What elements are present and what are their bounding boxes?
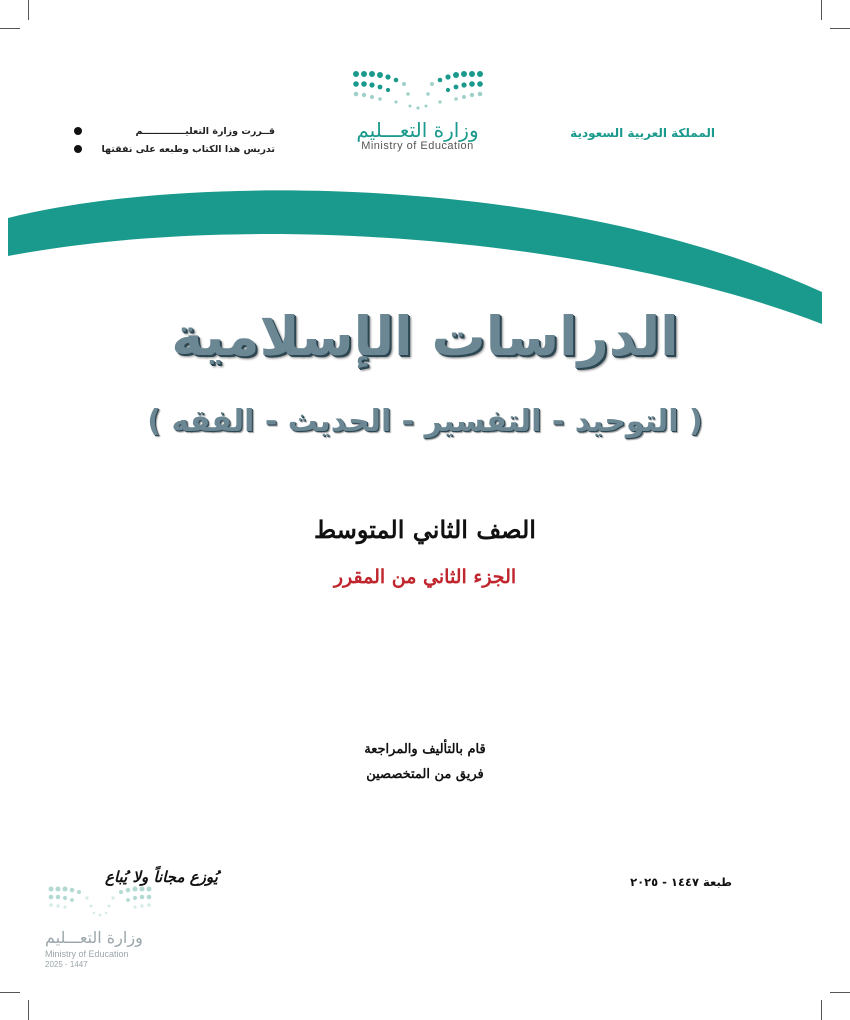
ministry-name-arabic: وزارة التعـــليم [356,118,479,142]
ministry-name-english-bottom: Ministry of Education [45,949,129,959]
ministry-years: 2025 - 1447 [45,960,88,969]
ministry-name-english: Ministry of Education [361,140,474,152]
edition-label: طبعة ١٤٤٧ - ٢٠٢٥ [630,875,732,889]
bullet-icon [74,127,82,135]
free-distribution-note: يُوزع مجاناً ولا يُباع [105,868,218,886]
ministry-logo-bottom [45,884,155,969]
ministry-logo [330,68,505,178]
course-part: الجزء الثاني من المقرر [333,566,517,588]
decree-block [70,122,275,158]
kingdom-label: المملكة العربية السعودية [570,126,715,140]
crop-mark [830,28,850,29]
crop-mark [830,992,850,993]
book-title: الدراسات الإسلامية [171,305,679,368]
crop-mark [28,0,29,20]
ministry-dots-icon [45,884,155,922]
bullet-icon [74,145,82,153]
crop-mark [821,0,822,20]
book-subtitle: ( التوحيد - التفسير - الحديث - الفقه ) [147,404,703,439]
grade-level: الصف الثاني المتوسط [314,515,536,544]
credit-line-2: فريق من المتخصصين [366,767,484,782]
credits-block [0,737,850,787]
ministry-dots-icon [348,68,488,116]
ministry-name-arabic-bottom: وزارة التعـــليم [45,928,143,947]
crop-mark [821,1000,822,1020]
crop-mark [0,992,20,993]
crop-mark [28,1000,29,1020]
decree-line-2: تدريس هذا الكتاب وطبعه على نفقتها [101,143,275,155]
crop-mark [0,28,20,29]
credit-line-1: قام بالتأليف والمراجعة [364,742,486,757]
decree-line-1: قــررت وزارة التعليـــــــــــــم [135,125,275,137]
